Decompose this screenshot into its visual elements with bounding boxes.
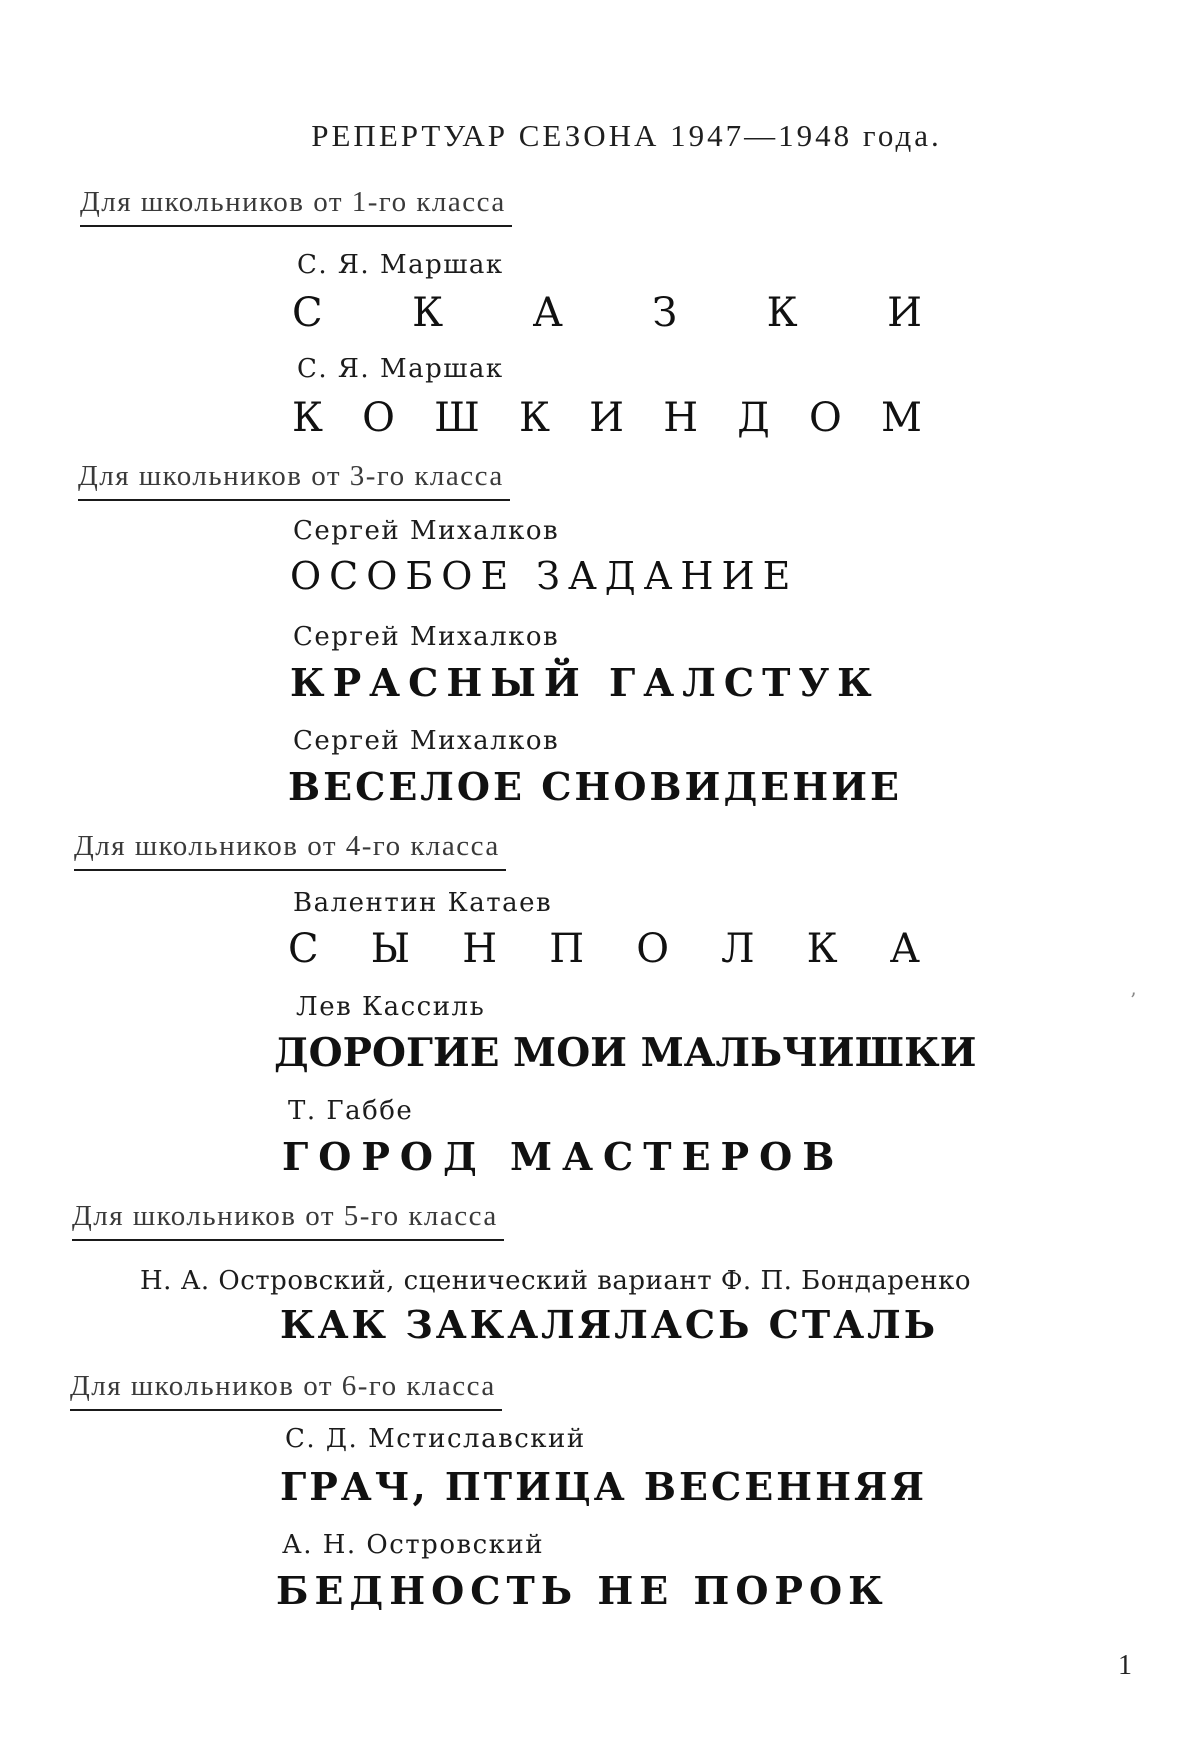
print-speck: ’ <box>1130 988 1137 1012</box>
section-heading-grade-4: Для школьников от 4-го класса <box>74 830 500 862</box>
entry-play-title: ВЕСЕЛОЕ СНОВИДЕНИЕ <box>288 764 902 809</box>
entry-play-title: КАК ЗАКАЛЯЛАСЬ СТАЛЬ <box>280 1302 939 1347</box>
entry-play-title: К О Ш К И Н Д О М <box>292 395 922 441</box>
entry-author: Сергей Михалков <box>293 516 560 546</box>
entry-author: Валентин Катаев <box>293 888 553 918</box>
page-title: РЕПЕРТУАР СЕЗОНА 1947—1948 года. <box>311 118 942 153</box>
section-heading-grade-5: Для школьников от 5-го класса <box>72 1200 498 1232</box>
entry-author: Н. А. Островский, сценический вариант Ф. П. Бондаренко <box>140 1266 972 1296</box>
entry-play-title: ГОРОД МАСТЕРОВ <box>282 1134 845 1179</box>
entry-play-title: БЕДНОСТЬ НЕ ПОРОК <box>276 1568 889 1613</box>
entry-play-title: КРАСНЫЙ ГАЛСТУК <box>290 660 880 705</box>
section-heading-grade-3: Для школьников от 3-го класса <box>78 460 504 492</box>
entry-author: Сергей Михалков <box>293 726 560 756</box>
entry-play-title: ДОРОГИЕ МОИ МАЛЬЧИШКИ <box>274 1030 977 1076</box>
entry-play-title: ОСОБОЕ ЗАДАНИЕ <box>290 554 799 598</box>
entry-author: А. Н. Островский <box>282 1530 545 1560</box>
entry-author: Лев Кассиль <box>296 992 486 1022</box>
entry-play-title: С К А З К И <box>292 290 922 336</box>
entry-author: С. Я. Маршак <box>297 250 504 280</box>
entry-author: Сергей Михалков <box>293 622 560 652</box>
section-heading-grade-1: Для школьников от 1-го класса <box>80 186 506 218</box>
entry-play-title: ГРАЧ, ПТИЦА ВЕСЕННЯЯ <box>280 1464 927 1509</box>
entry-author: Т. Габбе <box>288 1096 414 1126</box>
entry-play-title: С Ы Н П О Л К А <box>288 926 920 972</box>
entry-author: С. Д. Мстиславский <box>285 1424 586 1454</box>
page-number: 1 <box>1118 1650 1132 1681</box>
section-heading-grade-6: Для школьников от 6-го класса <box>70 1370 496 1402</box>
entry-author: С. Я. Маршак <box>297 354 504 384</box>
